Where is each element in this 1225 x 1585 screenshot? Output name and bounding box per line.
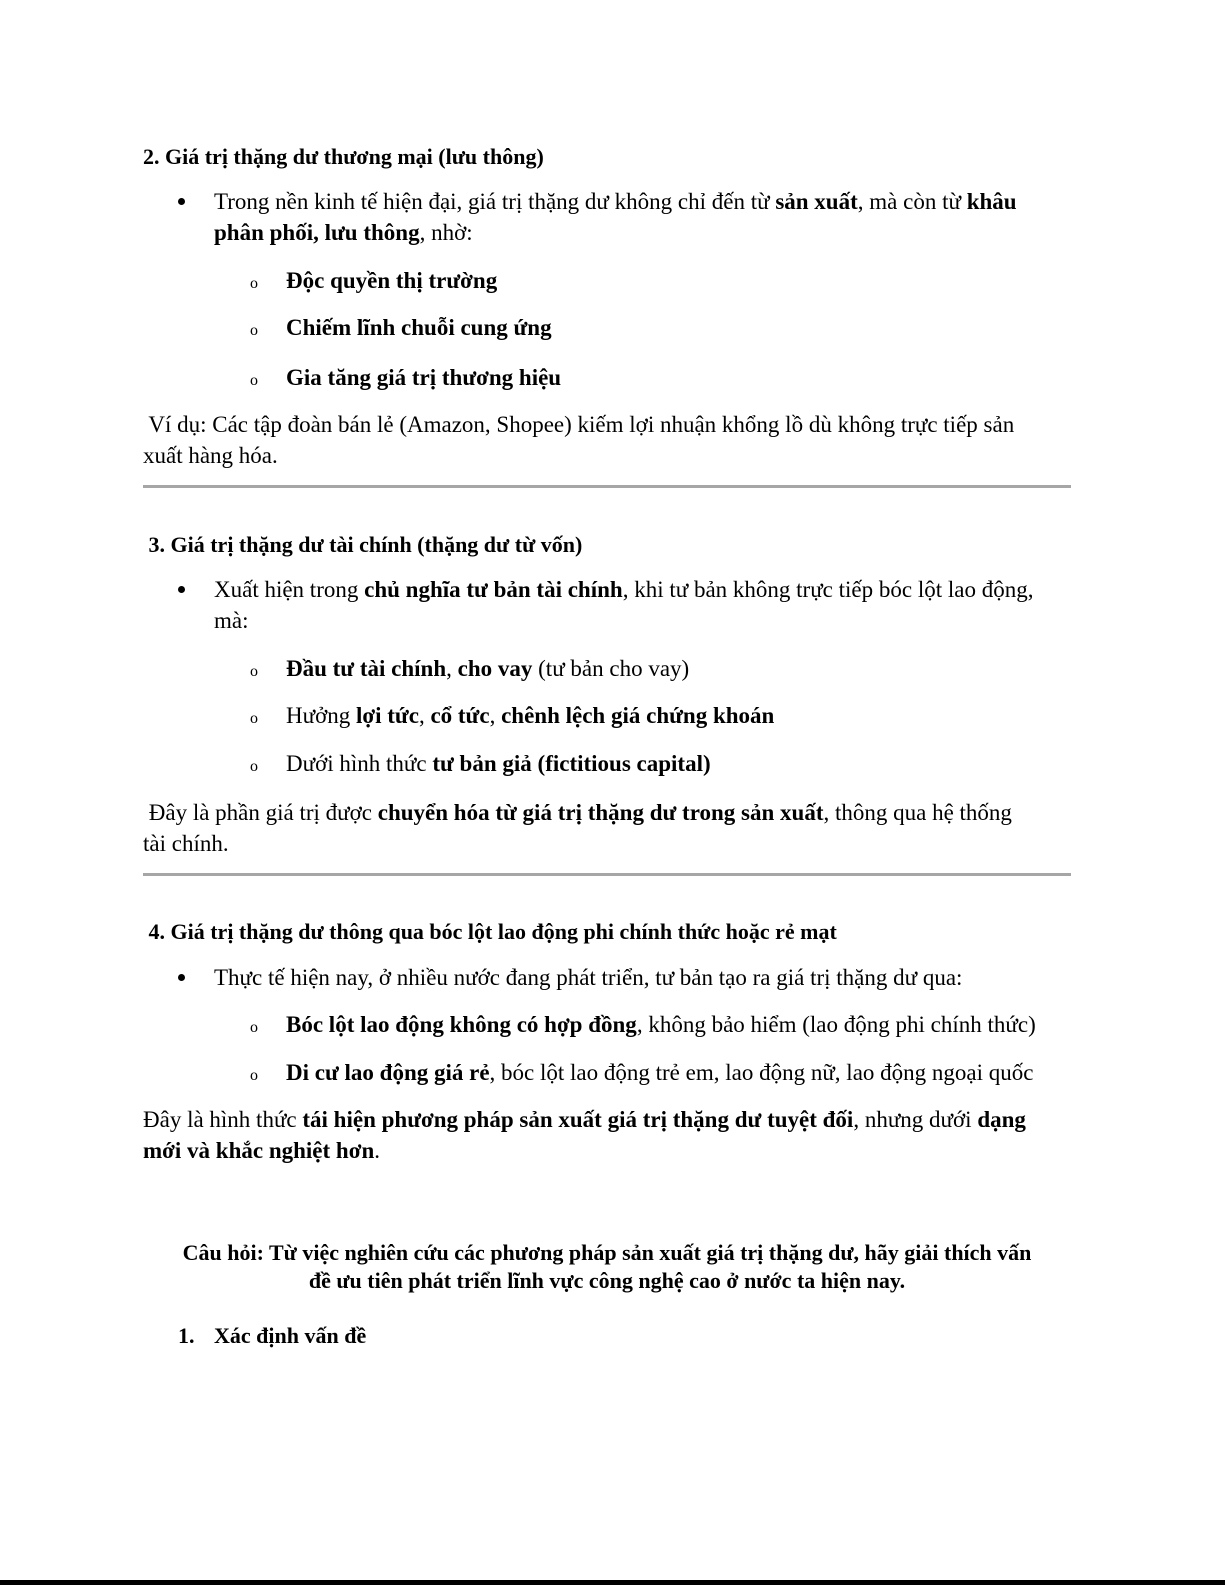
- question-line1: Câu hỏi: Từ việc nghiên cứu các phương pháp sản xuất giá trị thặng dư, hãy giải thích vấn: [182, 1240, 1032, 1265]
- section2-example-line1: Ví dụ: Các tập đoàn bán lẻ (Amazon, Shopee) kiếm lợi nhuận khổng lồ dù không trực tiếp sản: [143, 412, 1015, 437]
- section3-note-line2: tài chính.: [143, 831, 229, 856]
- section3-heading: 3. Giá trị thặng dư tài chính (thặng dư từ vốn): [143, 532, 583, 557]
- bullet-circle: o: [250, 322, 258, 339]
- bullet-circle: o: [250, 1067, 258, 1084]
- section2-heading: 2. Giá trị thặng dư thương mại (lưu thông): [143, 144, 544, 169]
- section2-sub-item: Chiếm lĩnh chuỗi cung ứng: [286, 315, 552, 340]
- section2-bullet-line2: phân phối, lưu thông, nhờ:: [214, 220, 473, 245]
- bullet-circle: o: [250, 758, 258, 775]
- bullet-circle: o: [250, 710, 258, 727]
- numbered-item-number: 1.: [178, 1323, 195, 1348]
- bullet-dot: [178, 586, 185, 593]
- section3-sub-item: Dưới hình thức tư bản giả (fictitious capital): [286, 751, 711, 776]
- section3-sub-item: Hưởng lợi tức, cổ tức, chênh lệch giá chứng khoán: [286, 703, 775, 728]
- section4-bullet: Thực tế hiện nay, ở nhiều nước đang phát triển, tư bản tạo ra giá trị thặng dư qua:: [214, 965, 963, 990]
- bullet-circle: o: [250, 275, 258, 292]
- question-line2: đề ưu tiên phát triển lĩnh vực công nghệ cao ở nước ta hiện nay.: [308, 1268, 906, 1293]
- bullet-circle: o: [250, 1019, 258, 1036]
- section4-sub-item: Bóc lột lao động không có hợp đồng, không bảo hiểm (lao động phi chính thức): [286, 1012, 1036, 1037]
- horizontal-rule: [143, 873, 1071, 876]
- section4-note-line1: Đây là hình thức tái hiện phương pháp sản xuất giá trị thặng dư tuyệt đối, nhưng dưới dạng: [143, 1107, 1026, 1132]
- section2-sub-item: Độc quyền thị trường: [286, 268, 498, 293]
- section3-note-line1: Đây là phần giá trị được chuyển hóa từ giá trị thặng dư trong sản xuất, thông qua hệ thống: [143, 800, 1012, 825]
- bullet-circle: o: [250, 663, 258, 680]
- section2-example-line2: xuất hàng hóa.: [143, 443, 278, 468]
- bullet-circle: o: [250, 372, 258, 389]
- section3-sub-item: Đầu tư tài chính, cho vay (tư bản cho vay): [286, 656, 690, 681]
- horizontal-rule: [143, 485, 1071, 488]
- section3-bullet-line1: Xuất hiện trong chủ nghĩa tư bản tài chính, khi tư bản không trực tiếp bóc lột lao động,: [214, 577, 1034, 602]
- numbered-item-text: Xác định vấn đề: [214, 1323, 367, 1348]
- section4-note-line2: mới và khắc nghiệt hơn.: [143, 1138, 380, 1163]
- section4-heading: 4. Giá trị thặng dư thông qua bóc lột lao động phi chính thức hoặc rẻ mạt: [143, 919, 837, 944]
- section3-bullet-line2: mà:: [214, 608, 249, 633]
- bullet-dot: [178, 974, 185, 981]
- section4-sub-item: Di cư lao động giá rẻ, bóc lột lao động trẻ em, lao động nữ, lao động ngoại quốc: [286, 1060, 1034, 1085]
- bullet-dot: [178, 198, 185, 205]
- section2-sub-item: Gia tăng giá trị thương hiệu: [286, 365, 562, 390]
- page-bottom-border: [0, 1580, 1225, 1585]
- section2-bullet-line1: Trong nền kinh tế hiện đại, giá trị thặng dư không chỉ đến từ sản xuất, mà còn từ khâu: [214, 189, 1017, 214]
